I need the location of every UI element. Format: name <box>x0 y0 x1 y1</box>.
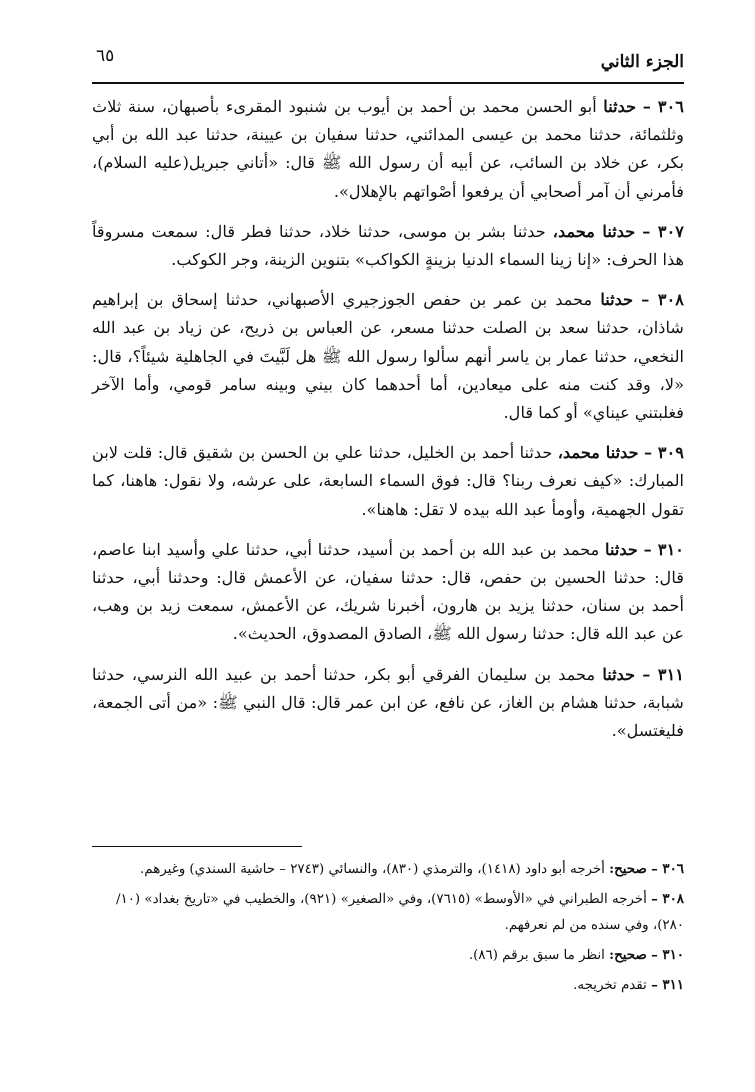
book-page <box>92 38 684 1078</box>
hadith-entry <box>92 286 684 427</box>
footnote-grade: صحيح: <box>609 861 647 877</box>
footnote <box>92 942 684 969</box>
entry-lead: حدثنا محمد، <box>552 221 636 241</box>
entry-lead: حدثنا <box>603 97 637 116</box>
footnote-text: انظر ما سبق برقم (٨٦). <box>468 948 605 963</box>
page-header <box>92 38 684 78</box>
page-number: ٦٥ <box>96 46 115 66</box>
footnote-number: ٣١٠ – <box>651 947 684 963</box>
hadith-entry <box>92 439 684 524</box>
entry-lead: حدثنا <box>602 664 636 684</box>
entry-lead: حدثنا <box>600 290 634 310</box>
footnote-text: تقدم تخريجه. <box>573 978 647 993</box>
entry-number: ٣١١ – <box>642 664 684 684</box>
footnotes <box>92 856 684 1002</box>
footnote-rule <box>92 846 302 847</box>
entry-number: ٣١٠ – <box>643 539 684 559</box>
entry-number: ٣٠٦ – <box>642 97 684 116</box>
entry-lead: حدثنا محمد، <box>557 443 639 463</box>
entry-number: ٣٠٨ – <box>641 290 685 310</box>
hadith-entry <box>92 536 684 649</box>
footnote-number: ٣٠٨ – <box>651 891 684 907</box>
entry-text: حدثنا أحمد بن الخليل، حدثنا علي بن الحسن بن شقيق قال: قلت لابن المبارك: «كيف نعرف ربنا؟ قال: فوق السماء السابعة، على عرشه، ولا نقول: هاهنا، كما تقول الجهمية، وأومأ عبد الله بيده لا تقل: هاهنا». <box>92 443 684 519</box>
footnote-grade: صحيح: <box>609 947 647 963</box>
footnote-text: أخرجه أبو داود (١٤١٨)، والترمذي (٨٣٠)، والنسائي (٢٧٤٣ – حاشية السندي) وغيرهم. <box>140 862 605 877</box>
entry-text: محمد بن عبد الله بن أحمد بن أسيد، حدثنا أبي، حدثنا علي وأسيد ابنا عاصم، قال: حدثنا الحسين بن حفص، قال: حدثنا سفيان، عن الأعمش قال: وحدثنا أبي، حدثنا أحمد بن سنان، حدثنا يزيد بن هارون، أخبرنا شريك، عن الأعمش، سمعت زيد بن وهب، عن عبد الله قال: حدثنا رسول الله ﷺ، الصادق المصدوق، الحديث». <box>92 539 684 644</box>
entry-number: ٣٠٧ – <box>642 221 684 241</box>
entry-text: محمد بن سليمان الفرقي أبو بكر، حدثنا أحمد بن عبيد الله النرسي، حدثنا شبابة، حدثنا هشام بن الغاز، عن نافع، عن ابن عمر قال: قال النبي ﷺ: «من أتى الجمعة، فليغتسل». <box>92 664 684 741</box>
running-head: الجزء الثاني <box>600 52 684 72</box>
footnote-number: ٣١١ – <box>651 977 684 993</box>
footnote <box>92 972 684 999</box>
entry-number: ٣٠٩ – <box>643 443 684 463</box>
footnote-text: أخرجه الطبراني في «الأوسط» (٧٦١٥)، وفي «الصغير» (٩٢١)، والخطيب في «تاريخ بغداد» (١٠/ ٢٨٠)، وفي سنده من لم نعرفهم. <box>116 892 684 933</box>
footnote <box>92 886 684 939</box>
footnote <box>92 856 684 883</box>
entry-text: حدثنا بشر بن موسى، حدثنا خلاد، حدثنا فطر قال: سمعت مسروقاً هذا الحرف: «إنا زينا السماء الدنيا بزينةٍ الكواكب» بتنوين الزينة، وجر الكوكب. <box>92 221 684 270</box>
hadith-entry <box>92 93 684 206</box>
hadith-entry <box>92 218 684 274</box>
header-rule <box>92 82 684 84</box>
entry-text: محمد بن عمر بن حفص الجوزجيري الأصبهاني، حدثنا إسحاق بن إبراهيم شاذان، حدثنا سعد بن الصلت حدثنا مسعر، عن العباس بن ذريح، عن زياد بن عبد الله النخعي، حدثنا عمار بن ياسر أنهم سألوا رسول الله ﷺ هل لَبَّيتَ في الجاهلية شيئاً؟، قال: «لا، وقد كنت منه على ميعادين، أما أحدهما كان بيني وبينه سامر قومي، وأما الآخر فغلبتني عيناي» أو كما قال. <box>92 290 684 423</box>
entry-lead: حدثنا <box>605 539 638 559</box>
main-text <box>92 93 684 757</box>
footnote-number: ٣٠٦ – <box>651 861 684 877</box>
hadith-entry <box>92 661 684 746</box>
entry-text: أبو الحسن محمد بن أحمد بن أيوب بن شنبود المقرىء بأصبهان، سنة ثلاث وثلثمائة، حدثنا محمد بن عيسى المدائني، حدثنا سفيان بن عيينة، حدثنا عبد الله بن أبي بكر، عن خلاد بن السائب، عن أبيه أن رسول الله ﷺ قال: «أتاني جبريل(عليه السلام)، فأمرني أن آمر أصحابي أن يرفعوا أصْواتهم بالإهلال». <box>92 97 684 201</box>
